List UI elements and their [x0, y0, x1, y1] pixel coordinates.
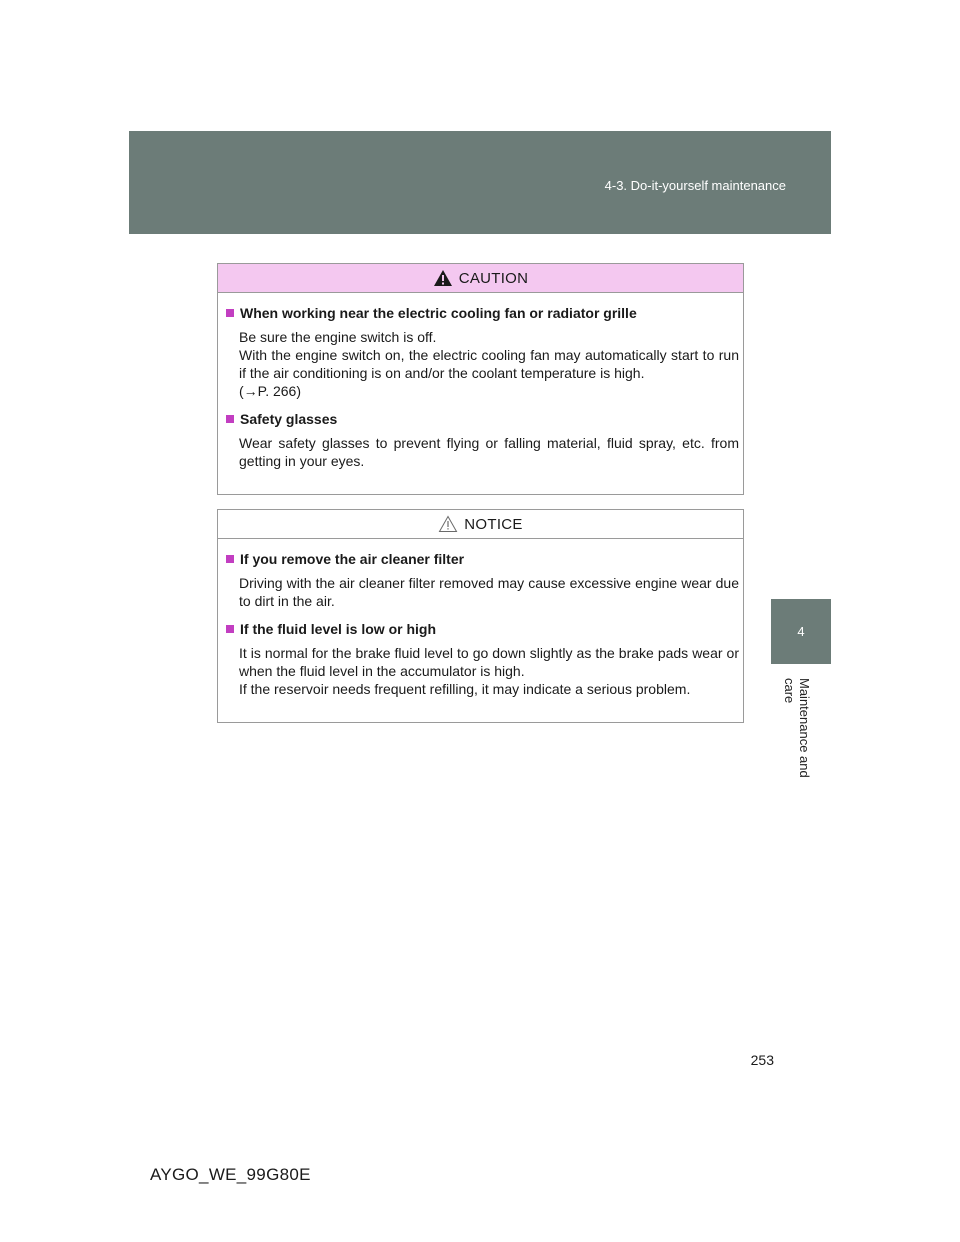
chapter-tab	[771, 599, 831, 664]
notice-box	[217, 509, 744, 723]
notice-header	[218, 510, 743, 539]
caution-header	[218, 264, 743, 293]
chapter-header-band	[129, 131, 831, 234]
caution-item-text: Wear safety glasses to prevent flying or falling material, fluid spray, etc. from getting in your eyes.	[239, 435, 739, 469]
caution-box	[217, 263, 744, 495]
notice-heading: NOTICE	[464, 515, 523, 533]
section-title: 4-3. Do-it-yourself maintenance	[604, 178, 786, 193]
chapter-title: Maintenance and care	[782, 678, 812, 778]
square-bullet-icon	[226, 309, 234, 317]
notice-item-text: It is normal for the brake fluid level to go down slightly as the brake pads wear or when the fluid level in the accumulator is high. If the reservoir needs frequent refilling, it may indicate a serious problem.	[239, 645, 739, 697]
page-number: 253	[750, 1052, 774, 1068]
caution-item-text: Be sure the engine switch is off. With the engine switch on, the electric cooling fan may automatically start to run if the air conditioning is on and/or the coolant temperature is high. (→P. 266)	[239, 329, 739, 399]
chapter-number: 4	[797, 624, 805, 639]
notice-item-title: If you remove the air cleaner filter	[226, 550, 739, 568]
warning-outline-icon	[438, 515, 458, 533]
caution-body	[218, 293, 743, 494]
caution-item-title: When working near the electric cooling fan or radiator grille	[226, 304, 739, 322]
document-code: AYGO_WE_99G80E	[150, 1165, 311, 1184]
caution-heading: CAUTION	[458, 269, 529, 287]
notice-body	[218, 539, 743, 722]
square-bullet-icon	[226, 415, 234, 423]
square-bullet-icon	[226, 555, 234, 563]
notice-item-text: Driving with the air cleaner filter removed may cause excessive engine wear due to dirt in the air.	[239, 575, 739, 609]
notice-item-title: If the fluid level is low or high	[226, 620, 739, 638]
warning-filled-icon	[433, 269, 453, 287]
square-bullet-icon	[226, 625, 234, 633]
caution-item-title: Safety glasses	[226, 410, 739, 428]
chapter-side-label	[782, 678, 812, 788]
